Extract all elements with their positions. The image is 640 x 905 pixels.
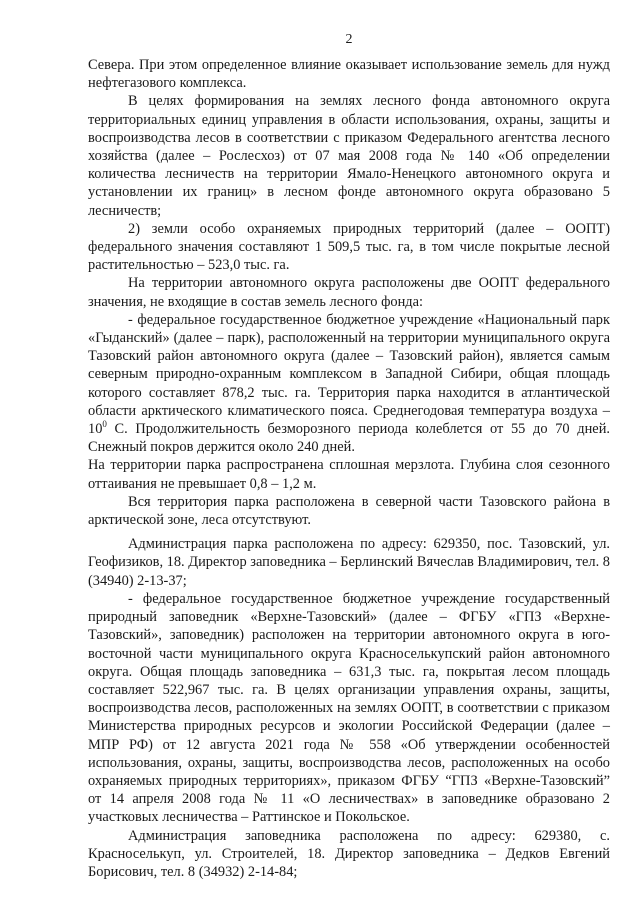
paragraph-forestry-units: В целях формирования на землях лесного фонда автономного округа территориальных единиц управления в области использования, охраны, защиты и воспроизводства лесов в соответствии с приказом Федерального агентства лесного хозяйства (далее – Рослесхоз) от 07 мая 2008 года № 140 «Об определении количества лесничеств на территории Ямало-Ненецкого автономного округа и установлении их границ» в лесном фонде автономного округа образовано 5 лесничеств; xyxy=(88,93,610,219)
paragraph-intro: Севера. При этом определенное влияние оказывает использование земель для нужд нефтегазового комплекса. xyxy=(88,57,610,92)
paragraph-two-oopt: На территории автономного округа расположены две ООПТ федерального значения, не входящие в состав земель лесного фонда: xyxy=(88,275,610,310)
paragraph-protected-lands: 2) земли особо охраняемых природных территорий (далее – ООПТ) федерального значения составляют 1 509,5 тыс. га, в том числе покрытые лесной растительностью – 523,0 тыс. га. xyxy=(88,220,610,274)
degree-superscript: 0 xyxy=(102,419,107,430)
paragraph-gydansky-park xyxy=(88,311,610,457)
paragraph-park-administration: Администрация парка расположена по адресу: 629350, пос. Тазовский, ул. Геофизиков, 18. Директор заповедника – Берлинский Вячеслав Владимирович, тел. 8 (34940) 2-13-37; xyxy=(88,536,610,589)
paragraph-arctic-zone: Вся территория парка расположена в северной части Тазовского района в арктической зоне, леса отсутствуют. xyxy=(88,493,610,529)
paragraph-verkhne-tazovsky: - федеральное государственное бюджетное учреждение государственный природный заповедник «Верхне-Тазовский» (далее – ФГБУ «ГПЗ «Верхне-Тазовский», заповедник) расположен на территории автономного округа в юго-восточной части муниципального округа Красноселькупский район автономного округа. Общая площадь заповедника – 631,3 тыс. га, покрытая лесом площадь составляет 522,967 тыс. га. В целях организации управления охраны, защиты, воспроизводства лесов, расположенных на землях ООПТ, в соответствии с приказом Министерства природных ресурсов и экологии Российской Федерации (далее – МПР РФ) от 12 августа 2021 года № 558 «Об утверждении особенностей использования, охраны, защиты, воспроизводства лесов, расположенных на особо охраняемых природных территориях», приказом ФГБУ “ГПЗ «Верхне-Тазовский” от 14 апреля 2008 года № 11 «О лесничествах» в заповеднике образовано 2 участковых лесничества – Раттинское и Покольское. xyxy=(88,590,610,826)
gydansky-park-text: - федеральное государственное бюджетное учреждение «Национальный парк «Гыданский» (далее – парк), расположенный на территории муниципального округа Тазовский район автономного округа (далее – Тазовский район), является самым северным природно-охранным комплексом в Западной Сибири, общая площадь которого составляет 878,2 тыс. га. Территория парка находится в атлантической области арктического климатического пояса. Среднегодовая температура воздуха – 10 xyxy=(88,311,610,438)
paragraph-reserve-administration: Администрация заповедника расположена по адресу: 629380, с. Красноселькуп, ул. Строителей, 18. Директор заповедника – Дедков Евгений Борисович, тел. 8 (34932) 2-14-84; xyxy=(88,827,610,880)
page-number: 2 xyxy=(345,32,353,47)
paragraph-permafrost: На территории парка распространена сплошная мерзлота. Глубина слоя сезонного оттаивания не превышает 0,8 – 1,2 м. xyxy=(88,457,610,492)
document-body xyxy=(88,56,610,881)
gydansky-park-climate: С. Продолжительность безморозного периода колеблется от 55 до 70 дней. Снежный покров держится около 240 дней. xyxy=(88,421,610,456)
